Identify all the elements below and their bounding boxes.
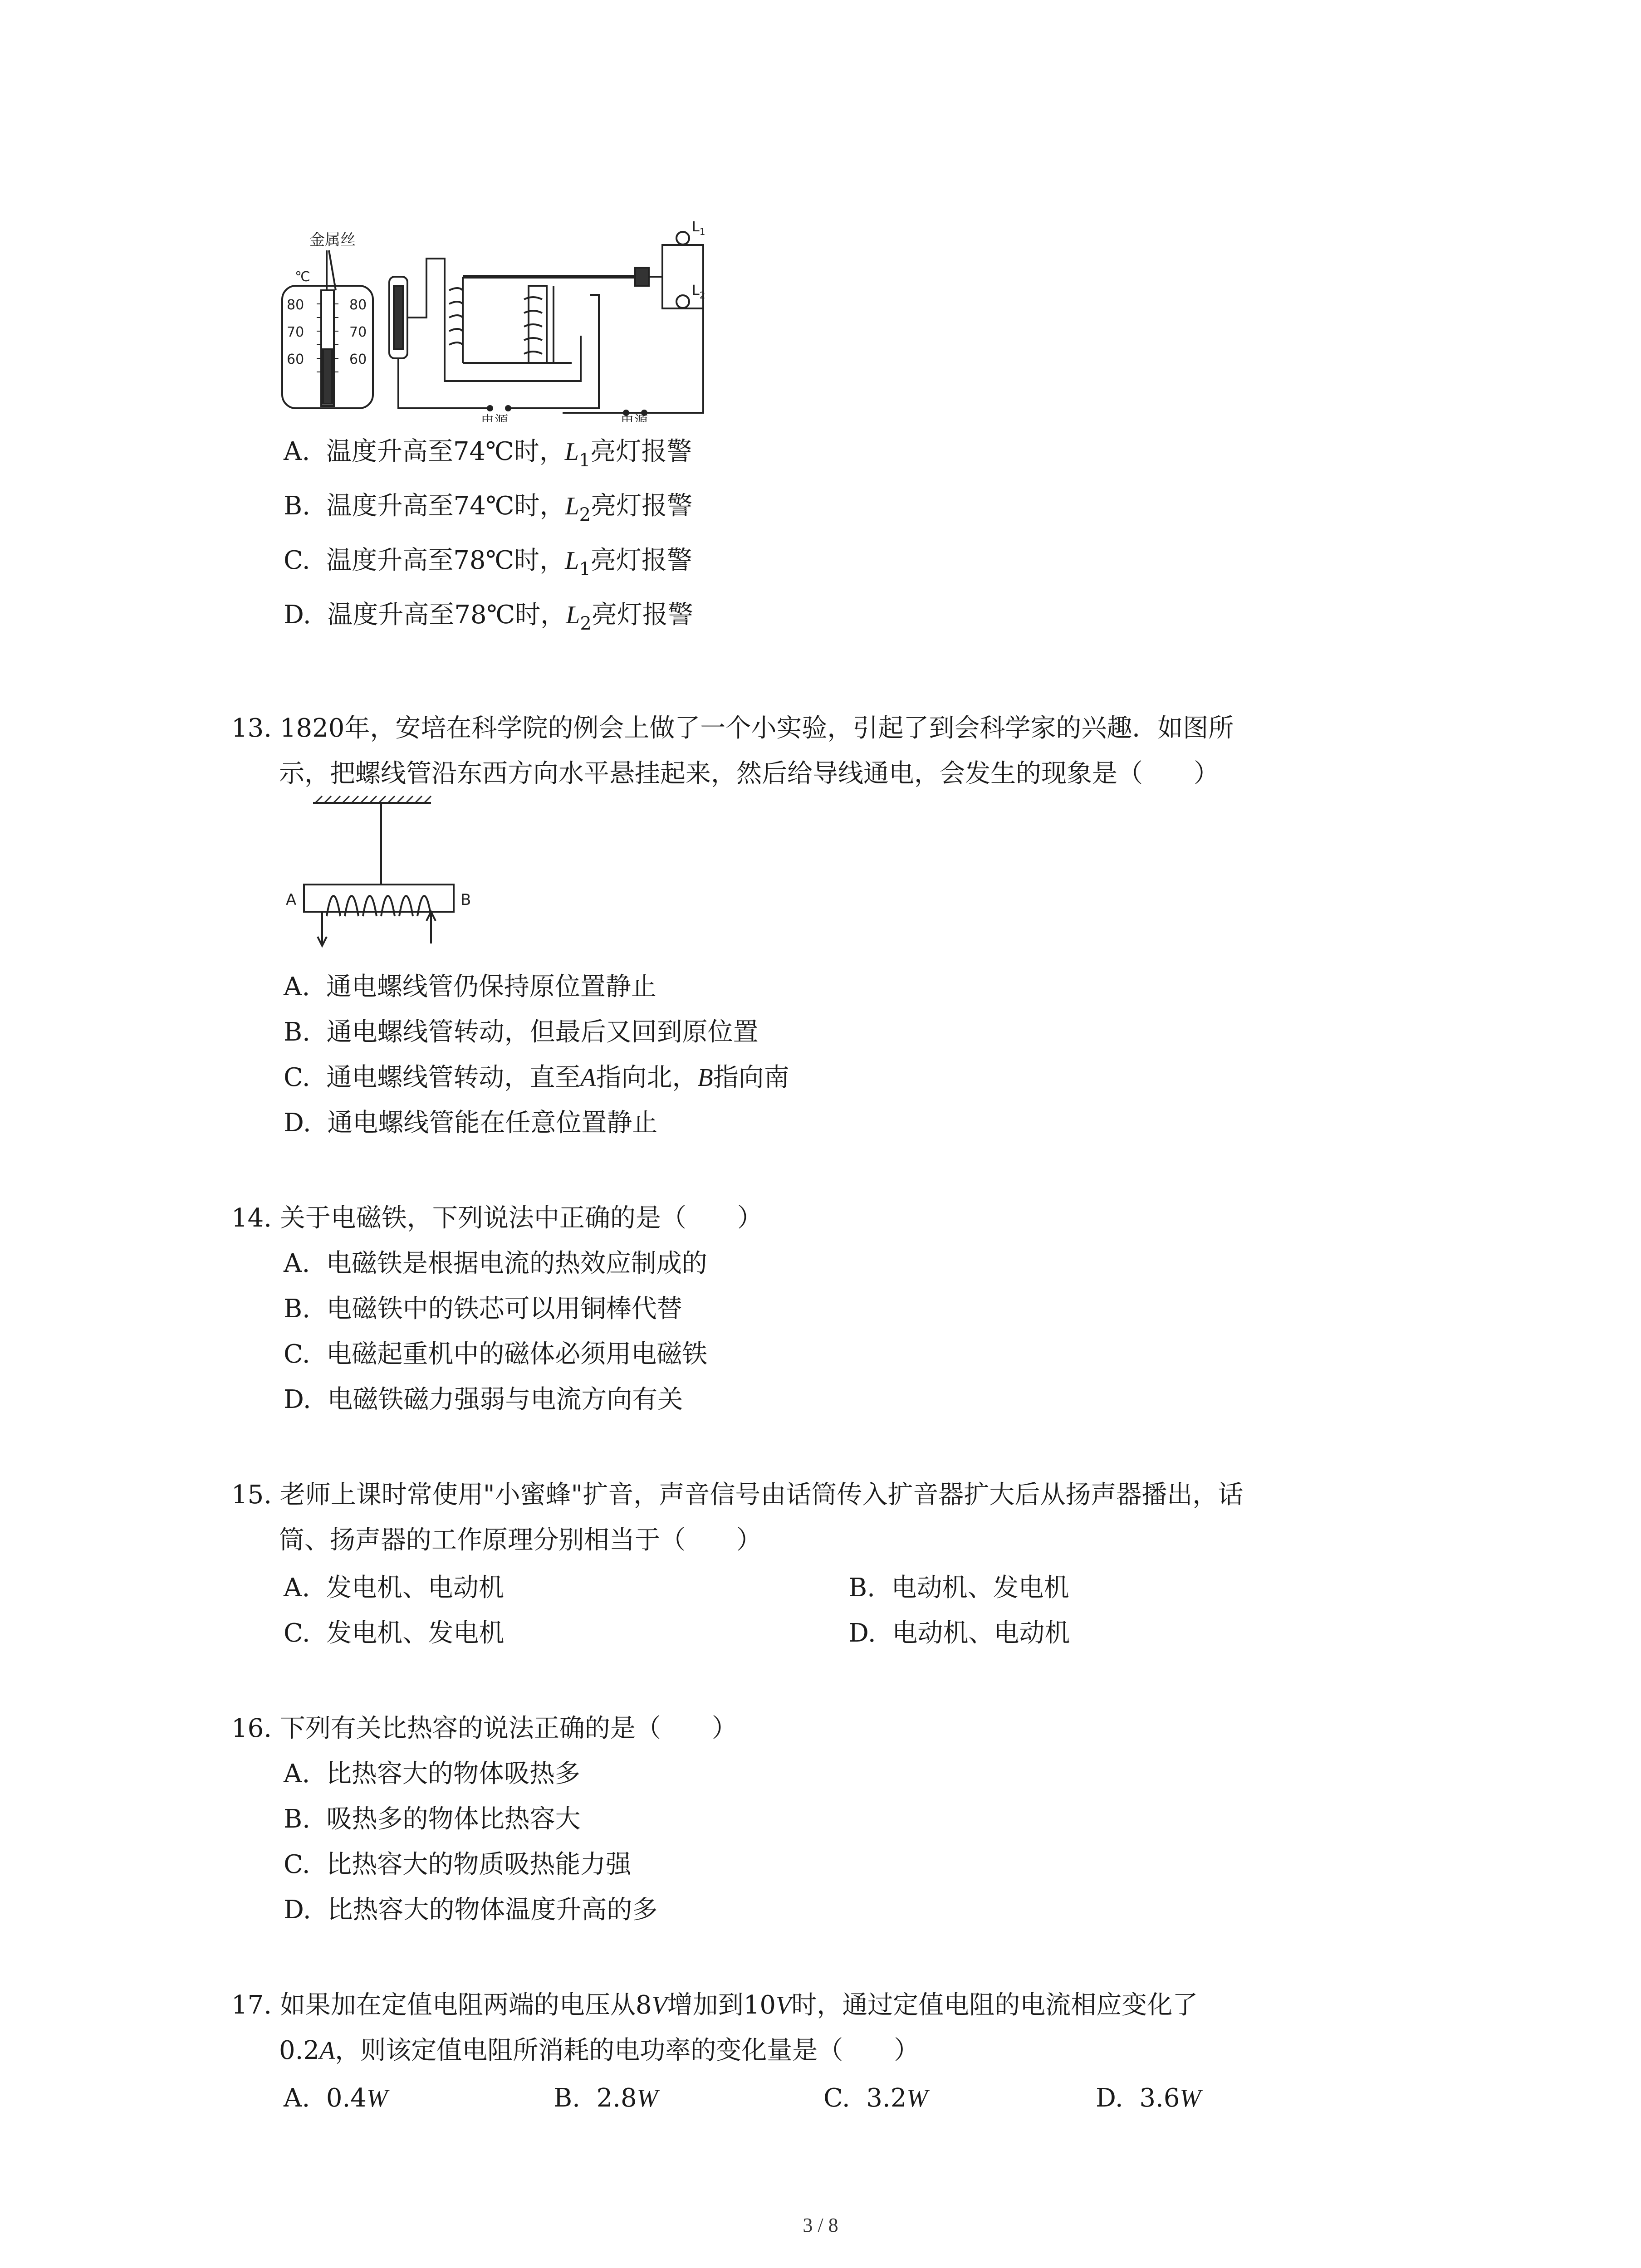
q16-number: 16. [231, 1714, 272, 1743]
q14-option-b: B. 电磁铁中的铁芯可以用铜棒代替 [284, 1294, 682, 1324]
scale-left-70: 70 [287, 324, 304, 340]
q15-stem-line2: 筒、扬声器的工作原理分别相当于（ ） [279, 1525, 762, 1555]
q16-option-a: A. 比热容大的物体吸热多 [284, 1759, 580, 1789]
q14-option-c: C. 电磁起重机中的磁体必须用电磁铁 [284, 1339, 708, 1369]
q13-stem-line2: 示，把螺线管沿东西方向水平悬挂起来，然后给导线通电，会发生的现象是（ ） [279, 759, 1219, 788]
q13-option-a: A. 通电螺线管仍保持原位置静止 [284, 972, 656, 1002]
scale-left-60: 60 [287, 352, 304, 367]
q13-stem-line1: 13. 1820年，安培在科学院的例会上做了一个小实验，引起了到会科学家的兴趣．如图所 [231, 714, 1234, 743]
q16-option-d: D. 比热容大的物体温度升高的多 [284, 1895, 658, 1925]
lamp2-label: $L_2$ [692, 283, 705, 301]
q15-option-d: D. 电动机、电动机 [848, 1618, 1070, 1648]
q15-number: 15. [231, 1480, 272, 1510]
solenoid-end-a: A [286, 891, 297, 909]
q16-option-b: B. 吸热多的物体比热容大 [284, 1804, 581, 1834]
scale-right-80: 80 [349, 297, 367, 313]
solenoid-end-b: B [460, 891, 471, 909]
q17-option-d: D. 3.6W [1096, 2083, 1201, 2113]
q14-stem: 14. 关于电磁铁，下列说法中正确的是（ ） [231, 1203, 763, 1233]
q15-option-c: C. 发电机、发电机 [284, 1618, 505, 1648]
celsius-unit: ℃ [295, 269, 310, 285]
q13-figure [277, 794, 504, 966]
q17-stem-line1: 17. 如果加在定值电阻两端的电压从8V增加到10V时，通过定值电阻的电流相应变化了 [231, 1990, 1198, 2020]
q15-option-b: B. 电动机、发电机 [848, 1573, 1069, 1603]
scale-right-60: 60 [349, 352, 367, 367]
q14-option-a: A. 电磁铁是根据电流的热效应制成的 [284, 1249, 707, 1278]
q17-option-a: A. 0.4W [284, 2083, 388, 2113]
q17-number: 17. [231, 1990, 272, 2020]
q15-option-a: A. 发电机、电动机 [284, 1573, 504, 1603]
q17-stem-line2: 0.2A，则该定值电阻所消耗的电功率的变化量是（ ） [279, 2036, 920, 2065]
scale-left-80: 80 [287, 297, 304, 313]
q14-option-d: D. 电磁铁磁力强弱与电流方向有关 [284, 1385, 683, 1414]
power-right-label: 电源 [621, 413, 648, 422]
q13-option-b: B. 通电螺线管转动，但最后又回到原位置 [284, 1017, 759, 1047]
q13-number: 13. [231, 714, 272, 743]
q13-option-c: C. 通电螺线管转动，直至A指向北，B指向南 [284, 1063, 789, 1092]
q12-option-d: D. 温度升高至78℃时，$L_2$亮灯报警 [284, 600, 693, 634]
q16-option-c: C. 比热容大的物质吸热能力强 [284, 1850, 632, 1879]
q12-option-b: B. 温度升高至74℃时，$L_2$亮灯报警 [284, 491, 693, 525]
q14-number: 14. [231, 1203, 272, 1233]
wire-label: 金属丝 [309, 231, 356, 249]
scale-right-70: 70 [349, 324, 367, 340]
power-left-label: 电源 [481, 413, 508, 422]
q12-option-c: C. 温度升高至78℃时，$L_1$亮灯报警 [284, 546, 692, 580]
lamp1-label: $L_1$ [692, 219, 705, 237]
q16-stem: 16. 下列有关比热容的说法正确的是（ ） [231, 1714, 737, 1743]
q17-option-c: C. 3.2W [823, 2083, 928, 2113]
q12-figure [272, 213, 708, 422]
q12-option-a: A. 温度升高至74℃时，$L_1$亮灯报警 [284, 437, 692, 471]
q13-option-d: D. 通电螺线管能在任意位置静止 [284, 1108, 658, 1138]
page-number: 3 / 8 [803, 2214, 838, 2236]
q17-option-b: B. 2.8W [554, 2083, 658, 2113]
q15-stem-line1: 15. 老师上课时常使用"小蜜蜂"扩音，声音信号由话筒传入扩音器扩大后从扬声器播出，话 [231, 1480, 1244, 1510]
